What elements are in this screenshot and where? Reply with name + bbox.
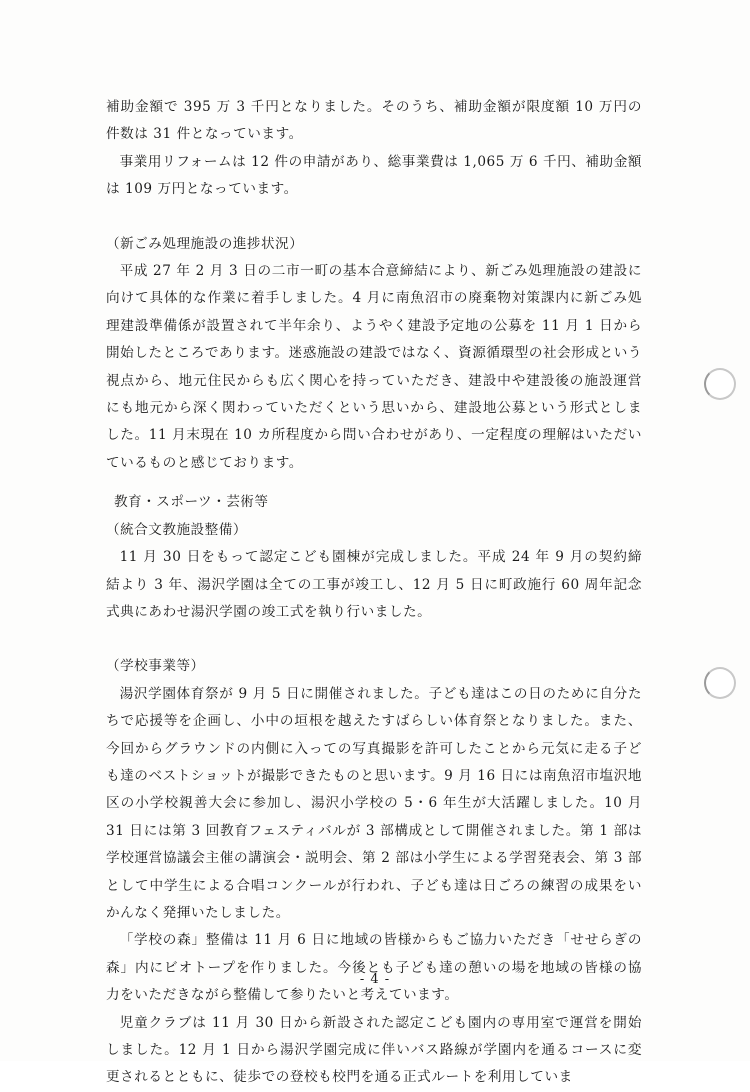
section-heading-education: 教育・スポーツ・芸術等 (114, 494, 269, 511)
spacer (106, 477, 642, 489)
paragraph-integrated-school: 11 月 30 日をもって認定こども園棟が完成しました。平成 24 年 9 月の契約締結より 3 年、湯沢学園は全ての工事が竣工し、12 月 5 日に町政施行 60 周年記念式典にあわせ湯沢学園の竣工式を執り行いました。 (106, 549, 642, 620)
spacer (106, 204, 642, 231)
page-number: - 4 - (359, 972, 391, 987)
paragraph-sports-festival: 湯沢学園体育祭が 9 月 5 日に開催されました。子ども達はこの日のために自分たちで応援等を企画し、小中の垣根を越えたすばらしい体育祭となりました。また、今回からグラウンドの内側に入っての写真撮影を許可したことから元気に走る子ども達のベストショットが撮影できたものと思います。9 月 16 日には南魚沼市塩沢地区の小学校親善大会に参加し、湯沢小学校の 5・6 年生が大活躍しました。10 月 31 日には第 3 回教育フェスティバルが 3 部構成として開催されました。第 1 部は学校運営協議会主催の講演会・説明会、第 2 部は小学生による学習発表会、第 3 部として中学生による合唱コンクールが行われ、子ども達は日ごろの練習の成果をいかんなく発揮いたしました。 (106, 685, 642, 921)
section-heading-waste-facility: （新ごみ処理施設の進捗状況） (106, 235, 304, 252)
paragraph-business-reform: 事業用リフォームは 12 件の申請があり、総事業費は 1,065 万 6 千円、補助金額は 109 万円となっています。 (106, 153, 642, 198)
paragraph-school-forest: 「学校の森」整備は 11 月 6 日に地域の皆様からもご協力いただき「せせらぎの森」内にビオトープを作りました。今後とも子ども達の憩いの場を地域の皆様の協力をいただきながら整備して参りたいと考えています。 (106, 932, 642, 1004)
spacer (106, 626, 642, 653)
punch-hole-bottom (704, 667, 736, 699)
section-heading-school-projects: （学校事業等） (106, 658, 205, 675)
paragraph-subsidy-amount: 補助金額で 395 万 3 千円となりました。そのうち、補助金額が限度額 10 万円の件数は 31 件となっています。 (106, 99, 642, 143)
document-body (106, 94, 642, 1092)
punch-hole-top (704, 368, 736, 400)
paragraph-childrens-club: 児童クラブは 11 月 30 日から新設された認定こども園内の専用室で運営を開始しました。12 月 1 日から湯沢学園完成に伴いバス路線が学園内を通るコースに変更されるとともに、徒歩での登校も校門を通る正式ルートを利用していま (106, 1014, 642, 1086)
paragraph-waste-facility: 平成 27 年 2 月 3 日の二市一町の基本合意締結により、新ごみ処理施設の建設に向けて具体的な作業に着手しました。4 月に南魚沼市の廃棄物対策課内に新ごみ処理建設準備係が設置されて半年余り、ようやく建設予定地の公募を 11 月 1 日から開始したところであります。迷惑施設の建設ではなく、資源循環型の社会形成という視点から、地元住民からも広く関心を持っていただき、建設中や建設後の施設運営にも地元から深く関わっていただくという思いから、建設地公募という形式としました。11 月末現在 10 カ所程度から問い合わせがあり、一定程度の理解はいただいているものと感じております。 (106, 263, 642, 471)
section-heading-integrated-school: （統合文教施設整備） (106, 521, 247, 538)
